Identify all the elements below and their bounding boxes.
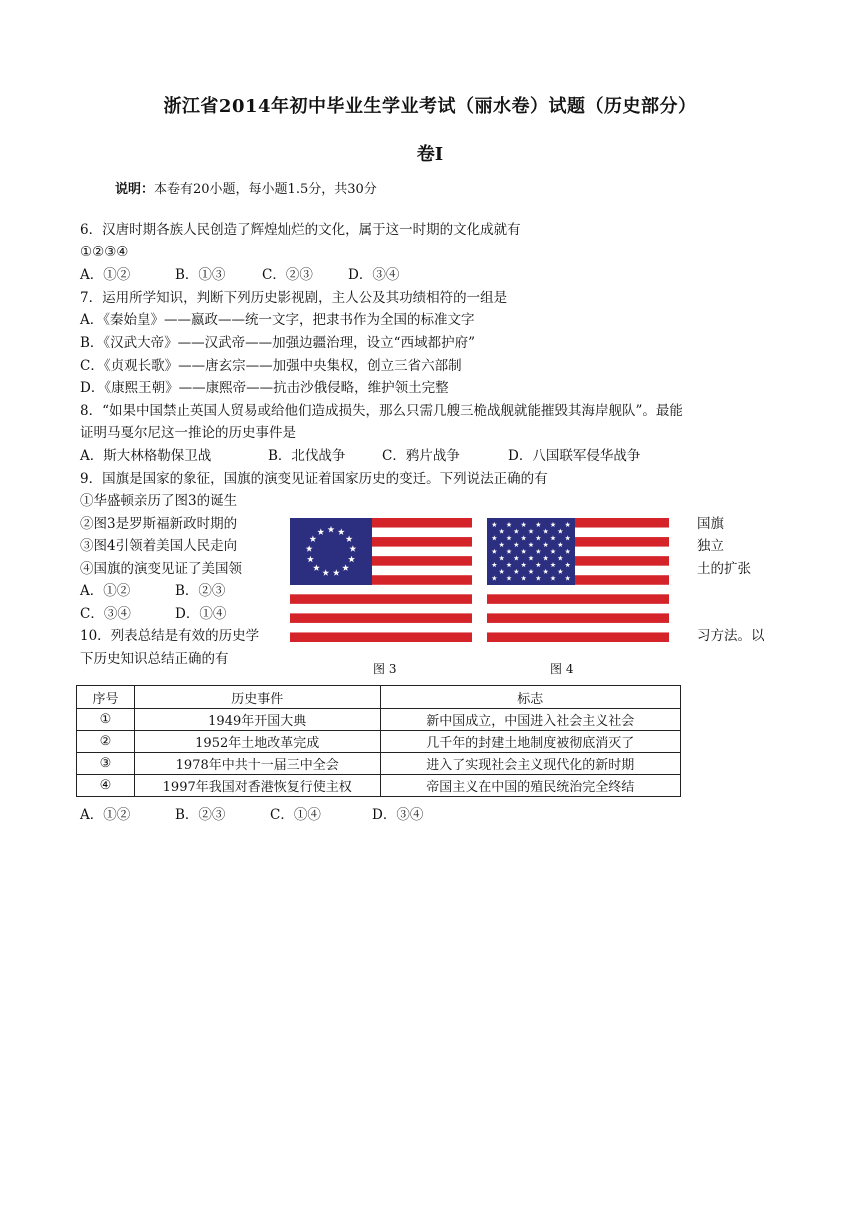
q9-options-row2 [80,604,226,624]
table-cell: ① [77,709,135,731]
instructions-note [115,178,377,197]
q7-stem: 7．运用所学知识，判断下列历史影视剧，主人公及其功绩相符的一组是 [80,290,508,306]
table-cell: 1978年中共十一届三中全会 [134,753,380,775]
q7-option-c[interactable]: C．《贞观长歌》——唐玄宗——加强中央集权，创立三省六部制 [80,358,462,374]
flag-canton [487,518,575,585]
red-stripe [290,613,472,623]
table-header: 标志 [380,686,681,709]
red-stripe [487,632,669,642]
q9-statement-3-end: 独立 [697,538,724,554]
q8-option-b[interactable]: B．北伐战争 [268,448,346,464]
table-cell: 几千年的封建土地制度被彻底消灭了 [380,731,681,753]
q9-option-b[interactable]: B．②③ [175,583,226,599]
q6-option-b[interactable]: B．①③ [175,267,226,283]
q6-option-d[interactable]: D．③④ [348,267,400,283]
q10-stem-line2: 下历史知识总结正确的有 [80,651,229,667]
volume-heading: 卷I [416,144,444,165]
q10-stem-line1-end: 习方法。以 [697,628,765,644]
q10-options [80,805,423,825]
q10-option-d[interactable]: D．③④ [372,807,424,823]
q10-stem-line1: 10．列表总结是有效的历史学 [80,628,260,644]
q9-statement-4: ④国旗的演变见证了美国领 [80,561,242,577]
q9-option-d[interactable]: D．①④ [175,606,227,622]
q6-items: ①②③④ [80,244,129,260]
q9-statement-4-end: 土的扩张 [697,561,751,577]
table-cell: ③ [77,753,135,775]
q6-options [80,265,399,285]
q8-option-c[interactable]: C．鸦片战争 [382,448,460,464]
q10-option-a[interactable]: A．①② [80,807,131,823]
table-cell: 进入了实现社会主义现代化的新时期 [380,753,681,775]
table-row [77,731,681,753]
red-stripe [290,594,472,604]
q9-statement-1: ①华盛顿亲历了图3的诞生 [80,493,238,509]
q6-stem: 6．汉唐时期各族人民创造了辉煌灿烂的文化，属于这一时期的文化成就有 [80,222,521,238]
q10-option-c[interactable]: C．①④ [270,807,321,823]
q9-statement-2: ②图3是罗斯福新政时期的 [80,516,238,532]
table-cell: 1997年我国对香港恢复行使主权 [134,775,380,797]
q9-statement-2-end: 国旗 [697,516,724,532]
white-stripe [487,604,669,614]
white-stripe [290,585,472,595]
figure-3-caption: 图 3 [373,662,397,676]
figure-3-flag-13-stars [290,518,472,642]
table-row [77,753,681,775]
white-stripe [290,604,472,614]
q9-stem: 9．国旗是国家的象征，国旗的演变见证着国家历史的变迁。下列说法正确的有 [80,471,548,487]
q8-option-d[interactable]: D．八国联军侵华战争 [508,448,641,464]
table-cell: 1952年土地改革完成 [134,731,380,753]
white-stripe [487,585,669,595]
red-stripe [487,594,669,604]
table-cell: 帝国主义在中国的殖民统治完全终结 [380,775,681,797]
table-row [77,775,681,797]
q8-stem-line1: 8．“如果中国禁止英国人贸易或给他们造成损失，那么只需几艘三桅战舰就能摧毁其海岸舰队”。最能 [80,403,683,419]
white-stripe [290,623,472,633]
white-stripe [487,623,669,633]
q8-option-a[interactable]: A．斯大林格勒保卫战 [80,448,212,464]
figure-4-caption: 图 4 [550,662,574,676]
q9-options-row1 [80,581,225,601]
q6-option-c[interactable]: C．②③ [262,267,313,283]
q7-option-d[interactable]: D．《康熙王朝》——康熙帝——抗击沙俄侵略，维护领土完整 [80,380,449,396]
q9-option-a[interactable]: A．①② [80,583,131,599]
q6-option-a[interactable]: A．①② [80,267,131,283]
q8-options [80,446,640,466]
table-header: 序号 [77,686,135,709]
note-label: 说明： [115,182,155,197]
figure-4-flag-50-stars [487,518,669,642]
q10-option-b[interactable]: B．②③ [175,807,226,823]
red-stripe [487,613,669,623]
q8-stem-line2: 证明马戛尔尼这一推论的历史事件是 [80,425,296,441]
q9-option-c[interactable]: C．③④ [80,606,131,622]
red-stripe [290,632,472,642]
table-cell: 1949年开国大典 [134,709,380,731]
table-header: 历史事件 [134,686,380,709]
table-header-row [77,686,681,709]
table-cell: ④ [77,775,135,797]
table-row [77,709,681,731]
table-cell: 新中国成立，中国进入社会主义社会 [380,709,681,731]
q7-option-b[interactable]: B．《汉武大帝》——汉武帝——加强边疆治理，设立“西域都护府” [80,335,475,351]
history-summary-table [76,685,681,797]
table-cell: ② [77,731,135,753]
q7-option-a[interactable]: A．《秦始皇》——嬴政——统一文字，把隶书作为全国的标准文字 [80,312,475,328]
note-text: 本卷有20小题，每小题1.5分，共30分 [154,182,377,197]
q9-statement-3: ③图4引领着美国人民走向 [80,538,238,554]
exam-title: 浙江省2014年初中毕业生学业考试（丽水卷）试题（历史部分） [163,96,697,117]
